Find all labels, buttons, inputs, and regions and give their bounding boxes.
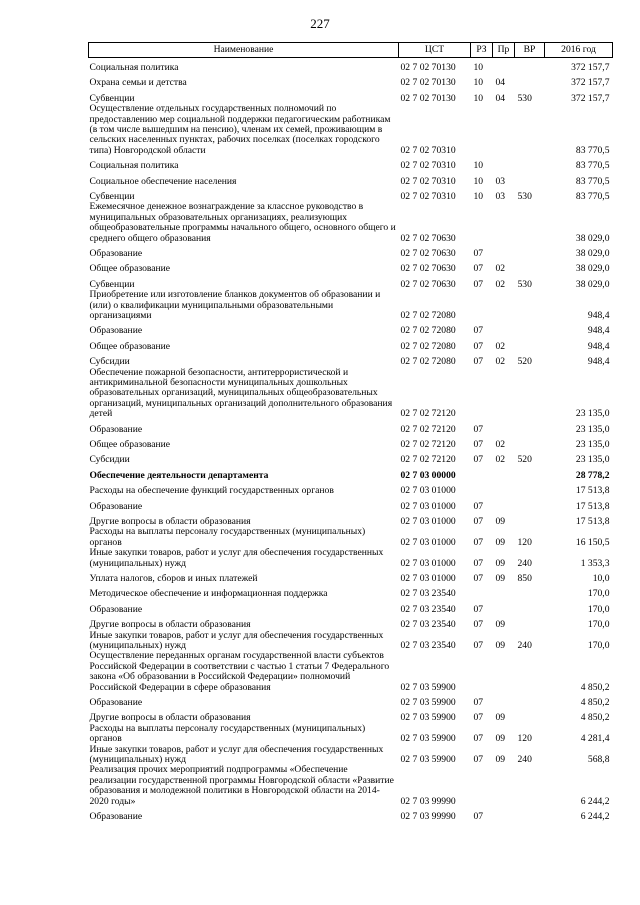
cell-pr: 09 (495, 753, 506, 765)
cell-name: Социальная политика (89, 160, 179, 172)
cell-amount: 948,4 (587, 356, 610, 368)
table-row (89, 352, 613, 367)
cell-vr (515, 420, 545, 435)
cell-amount: 372 157,7 (571, 77, 610, 89)
cell-cst: 02 7 02 72120 (400, 454, 456, 466)
cell-name: Осуществление отдельных государственных полномочий по предоставлению мер социальной поддержки педагогическим работникам (в том числе вышедшим на пенсию), членам их семей, проживающим в сельских населенных пунктах, рабочих поселках (поселках городского типа) Новгородской области (89, 103, 391, 156)
cell-amount: 4 850,2 (580, 712, 610, 724)
cell-amount: 170,0 (587, 639, 610, 651)
cell-vr (515, 172, 545, 187)
header-name: Наименование (89, 43, 399, 58)
cell-rz: 07 (473, 454, 484, 466)
cell-name: Приобретение или изготовление бланков документов об образовании и (или) о квалификации муниципальными образовательными организациями (89, 289, 381, 321)
cell-rz: 07 (473, 572, 484, 584)
cell-cst: 02 7 03 01000 (400, 536, 456, 548)
cell-amount: 83 770,5 (575, 144, 610, 156)
cell-cst: 02 7 02 70130 (400, 92, 456, 104)
cell-name: Образование (89, 500, 143, 512)
cell-rz: 10 (473, 77, 484, 89)
table-row (89, 631, 613, 652)
cell-rz: 07 (473, 500, 484, 512)
cell-vr (515, 104, 545, 156)
cell-cst: 02 7 03 23540 (400, 588, 456, 600)
cell-pr: 04 (495, 92, 506, 104)
cell-cst: 02 7 03 01000 (400, 485, 456, 497)
cell-rz: 07 (473, 278, 484, 290)
cell-cst: 02 7 02 72080 (400, 325, 456, 337)
cell-amount: 16 150,5 (575, 536, 610, 548)
table-row (89, 615, 613, 630)
cell-rz (471, 651, 493, 693)
cell-cst: 02 7 03 01000 (400, 557, 456, 569)
cell-vr (515, 244, 545, 259)
cell-cst: 02 7 02 70630 (400, 232, 456, 244)
table-row (89, 244, 613, 259)
cell-vr (515, 466, 545, 481)
cell-vr (515, 600, 545, 615)
cell-vr: 520 (517, 454, 532, 466)
cell-pr (493, 290, 515, 321)
cell-rz: 10 (473, 61, 484, 73)
cell-rz: 07 (473, 356, 484, 368)
cell-cst: 02 7 03 99990 (400, 810, 456, 822)
cell-pr: 09 (495, 733, 506, 745)
cell-cst: 02 7 03 01000 (400, 500, 456, 512)
cell-pr (493, 156, 515, 171)
cell-amount: 23 135,0 (575, 408, 610, 420)
cell-vr (515, 615, 545, 630)
cell-name: Образование (89, 325, 143, 337)
cell-name: Иные закупки товаров, работ и услуг для обеспечения государственных (муниципальных) нужд (89, 547, 384, 569)
cell-rz: 07 (473, 639, 484, 651)
cell-amount: 372 157,7 (571, 61, 610, 73)
cell-vr (515, 584, 545, 599)
cell-amount: 948,4 (587, 325, 610, 337)
cell-vr: 120 (517, 536, 532, 548)
cell-cst: 02 7 02 72080 (400, 356, 456, 368)
cell-cst: 02 7 03 59900 (400, 753, 456, 765)
cell-cst: 02 7 02 70130 (400, 77, 456, 89)
cell-vr (515, 202, 545, 244)
cell-vr (515, 337, 545, 352)
cell-pr: 09 (495, 536, 506, 548)
cell-cst: 02 7 02 70310 (400, 175, 456, 187)
cell-vr (515, 807, 545, 822)
cell-name: Ежемесячное денежное вознаграждение за классное руководство в муниципальных образовательных организациях, реализующих общеобразовательные программы начального общего, основного общего и среднего общего образования (89, 201, 396, 244)
cell-vr (515, 435, 545, 450)
cell-name: Осуществление переданных органам государственной власти субъектов Российской Федерации в соответствии с частью 1 статьи 7 Федерального закона «Об образовании в Российской Федерации» полномочий Российской Федерации в сфере образования (89, 650, 390, 693)
cell-rz (471, 368, 493, 420)
table-row (89, 337, 613, 352)
cell-amount: 4 850,2 (580, 681, 610, 693)
cell-pr (493, 765, 515, 807)
header-vr: ВР (515, 43, 545, 58)
cell-rz: 07 (473, 619, 484, 631)
cell-pr: 02 (495, 454, 506, 466)
cell-cst: 02 7 03 59900 (400, 696, 456, 708)
table-row (89, 548, 613, 569)
cell-name: Субвенции (89, 92, 135, 104)
cell-name: Другие вопросы в области образования (89, 619, 251, 631)
table-row (89, 450, 613, 465)
cell-pr (493, 807, 515, 822)
cell-name: Расходы на выплаты персоналу государственных (муниципальных) органов (89, 526, 366, 548)
cell-rz: 07 (473, 423, 484, 435)
cell-rz: 07 (473, 810, 484, 822)
table-row (89, 481, 613, 496)
cell-cst: 02 7 02 72080 (400, 309, 456, 321)
cell-pr (493, 693, 515, 708)
cell-rz: 10 (473, 160, 484, 172)
cell-name: Образование (89, 423, 143, 435)
cell-name: Общее образование (89, 438, 171, 450)
table-row (89, 584, 613, 599)
cell-rz: 07 (473, 696, 484, 708)
cell-cst: 02 7 02 70130 (400, 61, 456, 73)
table-row (89, 466, 613, 481)
cell-cst: 02 7 02 72120 (400, 438, 456, 450)
cell-amount: 372 157,7 (571, 92, 610, 104)
cell-vr: 530 (517, 278, 532, 290)
table-row (89, 290, 613, 321)
page-number: 227 (310, 16, 330, 31)
table-row (89, 693, 613, 708)
cell-amount: 568,8 (587, 753, 610, 765)
table-row (89, 724, 613, 745)
cell-name: Образование (89, 696, 143, 708)
cell-pr: 09 (495, 639, 506, 651)
cell-name: Образование (89, 603, 143, 615)
cell-amount: 38 029,0 (575, 232, 610, 244)
cell-cst: 02 7 03 01000 (400, 572, 456, 584)
cell-amount: 23 135,0 (575, 438, 610, 450)
cell-rz: 07 (473, 536, 484, 548)
cell-amount: 17 513,8 (575, 485, 610, 497)
cell-cst: 02 7 02 70630 (400, 278, 456, 290)
cell-rz: 07 (473, 325, 484, 337)
cell-name: Субвенции (89, 190, 135, 202)
cell-rz: 07 (473, 515, 484, 527)
cell-rz (471, 765, 493, 807)
cell-rz: 10 (473, 92, 484, 104)
cell-vr (515, 58, 545, 74)
cell-pr: 09 (495, 572, 506, 584)
cell-name: Общее образование (89, 263, 171, 275)
cell-rz: 07 (473, 438, 484, 450)
cell-name: Методическое обеспечение и информационная поддержка (89, 588, 328, 600)
cell-rz (471, 466, 493, 481)
table-row (89, 807, 613, 822)
cell-name: Расходы на обеспечение функций государственных органов (89, 485, 334, 497)
cell-rz: 07 (473, 340, 484, 352)
cell-cst: 02 7 02 70310 (400, 144, 456, 156)
cell-cst: 02 7 02 70310 (400, 190, 456, 202)
cell-vr: 520 (517, 356, 532, 368)
table-row (89, 259, 613, 274)
cell-rz: 10 (473, 175, 484, 187)
table-row (89, 275, 613, 290)
cell-pr (493, 368, 515, 420)
cell-pr: 02 (495, 438, 506, 450)
table-row (89, 156, 613, 171)
cell-vr (515, 156, 545, 171)
cell-rz (471, 290, 493, 321)
cell-pr (493, 244, 515, 259)
table-row (89, 420, 613, 435)
cell-amount: 170,0 (587, 588, 610, 600)
cell-vr (515, 708, 545, 723)
cell-vr (515, 73, 545, 88)
table-body (89, 58, 613, 823)
cell-cst: 02 7 03 01000 (400, 515, 456, 527)
cell-cst: 02 7 03 59900 (400, 733, 456, 745)
cell-name: Образование (89, 810, 143, 822)
cell-amount: 83 770,5 (575, 190, 610, 202)
table-row (89, 321, 613, 336)
cell-cst: 02 7 03 23540 (400, 619, 456, 631)
table-row (89, 172, 613, 187)
cell-name: Субвенции (89, 278, 135, 290)
cell-pr: 09 (495, 515, 506, 527)
cell-cst: 02 7 03 00000 (400, 469, 456, 481)
cell-amount: 4 281,4 (580, 733, 610, 745)
cell-vr (515, 259, 545, 274)
cell-pr: 04 (495, 77, 506, 89)
table-row (89, 512, 613, 527)
table-row (89, 651, 613, 693)
cell-rz: 10 (473, 190, 484, 202)
cell-vr (515, 497, 545, 512)
cell-rz: 07 (473, 247, 484, 259)
cell-cst: 02 7 03 59900 (400, 681, 456, 693)
header-year: 2016 год (545, 43, 613, 58)
cell-rz: 07 (473, 733, 484, 745)
table-row (89, 497, 613, 512)
cell-rz: 07 (473, 603, 484, 615)
cell-rz (471, 202, 493, 244)
table-row (89, 765, 613, 807)
cell-amount: 1 353,3 (580, 557, 610, 569)
table-row (89, 58, 613, 74)
cell-pr (493, 104, 515, 156)
cell-name: Расходы на выплаты персоналу государственных (муниципальных) органов (89, 722, 366, 745)
cell-pr (493, 202, 515, 244)
table-header-row (89, 43, 613, 58)
cell-name: Реализация прочих мероприятий подпрограммы «Обеспечение реализации государственной программы Новгородской области «Развитие образования и молодежной политики в Новгородской области на 2014-2020 годы» (89, 764, 394, 807)
cell-pr (493, 466, 515, 481)
cell-vr: 530 (517, 92, 532, 104)
cell-name: Иные закупки товаров, работ и услуг для обеспечения государственных (муниципальных) нужд (89, 629, 384, 651)
cell-amount: 170,0 (587, 603, 610, 615)
cell-pr: 03 (495, 190, 506, 202)
cell-pr (493, 497, 515, 512)
cell-rz: 07 (473, 263, 484, 275)
cell-cst: 02 7 03 23540 (400, 603, 456, 615)
cell-vr (515, 481, 545, 496)
cell-vr (515, 512, 545, 527)
cell-name: Уплата налогов, сборов и иных платежей (89, 572, 258, 584)
cell-vr: 240 (517, 639, 532, 651)
cell-vr: 850 (517, 572, 532, 584)
cell-pr: 02 (495, 340, 506, 352)
cell-name: Субсидии (89, 356, 130, 368)
table-row (89, 745, 613, 766)
header-pr: Пр (493, 43, 515, 58)
cell-amount: 6 244,2 (580, 810, 610, 822)
cell-vr: 530 (517, 190, 532, 202)
cell-pr (493, 481, 515, 496)
cell-vr (515, 765, 545, 807)
cell-vr (515, 290, 545, 321)
cell-pr: 02 (495, 278, 506, 290)
cell-name: Обеспечение деятельности департамента (89, 469, 269, 481)
table-row (89, 600, 613, 615)
cell-name: Социальная политика (89, 61, 179, 73)
cell-amount: 83 770,5 (575, 175, 610, 187)
cell-vr: 240 (517, 557, 532, 569)
cell-pr: 09 (495, 619, 506, 631)
cell-name: Другие вопросы в области образования (89, 515, 251, 527)
header-rz: РЗ (471, 43, 493, 58)
cell-amount: 23 135,0 (575, 454, 610, 466)
cell-vr (515, 693, 545, 708)
table-row (89, 527, 613, 548)
cell-amount: 23 135,0 (575, 423, 610, 435)
cell-rz: 07 (473, 712, 484, 724)
cell-amount: 4 850,2 (580, 696, 610, 708)
cell-name: Субсидии (89, 454, 130, 466)
cell-pr: 09 (495, 712, 506, 724)
cell-amount: 38 029,0 (575, 247, 610, 259)
cell-rz: 07 (473, 753, 484, 765)
table-row (89, 569, 613, 584)
cell-amount: 170,0 (587, 619, 610, 631)
cell-vr: 240 (517, 753, 532, 765)
cell-pr (493, 321, 515, 336)
cell-pr (493, 651, 515, 693)
cell-amount: 28 778,2 (575, 469, 610, 481)
table-row (89, 368, 613, 420)
table-row (89, 104, 613, 156)
cell-vr (515, 368, 545, 420)
cell-amount: 948,4 (587, 340, 610, 352)
cell-name: Иные закупки товаров, работ и услуг для обеспечения государственных (муниципальных) нужд (89, 743, 384, 765)
cell-name: Другие вопросы в области образования (89, 712, 251, 724)
cell-cst: 02 7 02 70630 (400, 263, 456, 275)
cell-cst: 02 7 02 72120 (400, 408, 456, 420)
budget-table (88, 42, 613, 822)
cell-pr: 03 (495, 175, 506, 187)
cell-amount: 38 029,0 (575, 263, 610, 275)
cell-vr (515, 651, 545, 693)
cell-name: Образование (89, 247, 143, 259)
cell-cst: 02 7 02 70630 (400, 247, 456, 259)
cell-pr (493, 420, 515, 435)
cell-pr: 09 (495, 557, 506, 569)
cell-cst: 02 7 02 70310 (400, 160, 456, 172)
cell-rz (471, 481, 493, 496)
cell-cst: 02 7 03 99990 (400, 795, 456, 807)
table-row (89, 89, 613, 104)
cell-vr: 120 (517, 733, 532, 745)
cell-amount: 17 513,8 (575, 515, 610, 527)
cell-pr (493, 584, 515, 599)
cell-amount: 17 513,8 (575, 500, 610, 512)
cell-name: Охрана семьи и детства (89, 77, 187, 89)
cell-pr: 02 (495, 263, 506, 275)
cell-amount: 10,0 (592, 572, 610, 584)
cell-vr (515, 321, 545, 336)
table-row (89, 435, 613, 450)
cell-cst: 02 7 02 72120 (400, 423, 456, 435)
cell-rz: 07 (473, 557, 484, 569)
table-row (89, 708, 613, 723)
cell-cst: 02 7 03 23540 (400, 639, 456, 651)
cell-amount: 38 029,0 (575, 278, 610, 290)
cell-name: Обеспечение пожарной безопасности, антитеррористической и антикриминальной безопасности муниципальных дошкольных образовательных организаций, муниципальных общеобразовательных организаций, муниципальных организаций дополнительного образования детей (89, 366, 393, 420)
cell-cst: 02 7 03 59900 (400, 712, 456, 724)
cell-rz (471, 104, 493, 156)
cell-cst: 02 7 02 72080 (400, 340, 456, 352)
cell-name: Общее образование (89, 340, 171, 352)
cell-name: Социальное обеспечение населения (89, 175, 237, 187)
header-cst: ЦСТ (399, 43, 471, 58)
table-row (89, 187, 613, 202)
cell-amount: 83 770,5 (575, 160, 610, 172)
cell-pr (493, 600, 515, 615)
cell-rz (471, 584, 493, 599)
cell-amount: 948,4 (587, 309, 610, 321)
cell-amount: 6 244,2 (580, 795, 610, 807)
cell-pr (493, 58, 515, 74)
table-row (89, 202, 613, 244)
table-row (89, 73, 613, 88)
cell-pr: 02 (495, 356, 506, 368)
